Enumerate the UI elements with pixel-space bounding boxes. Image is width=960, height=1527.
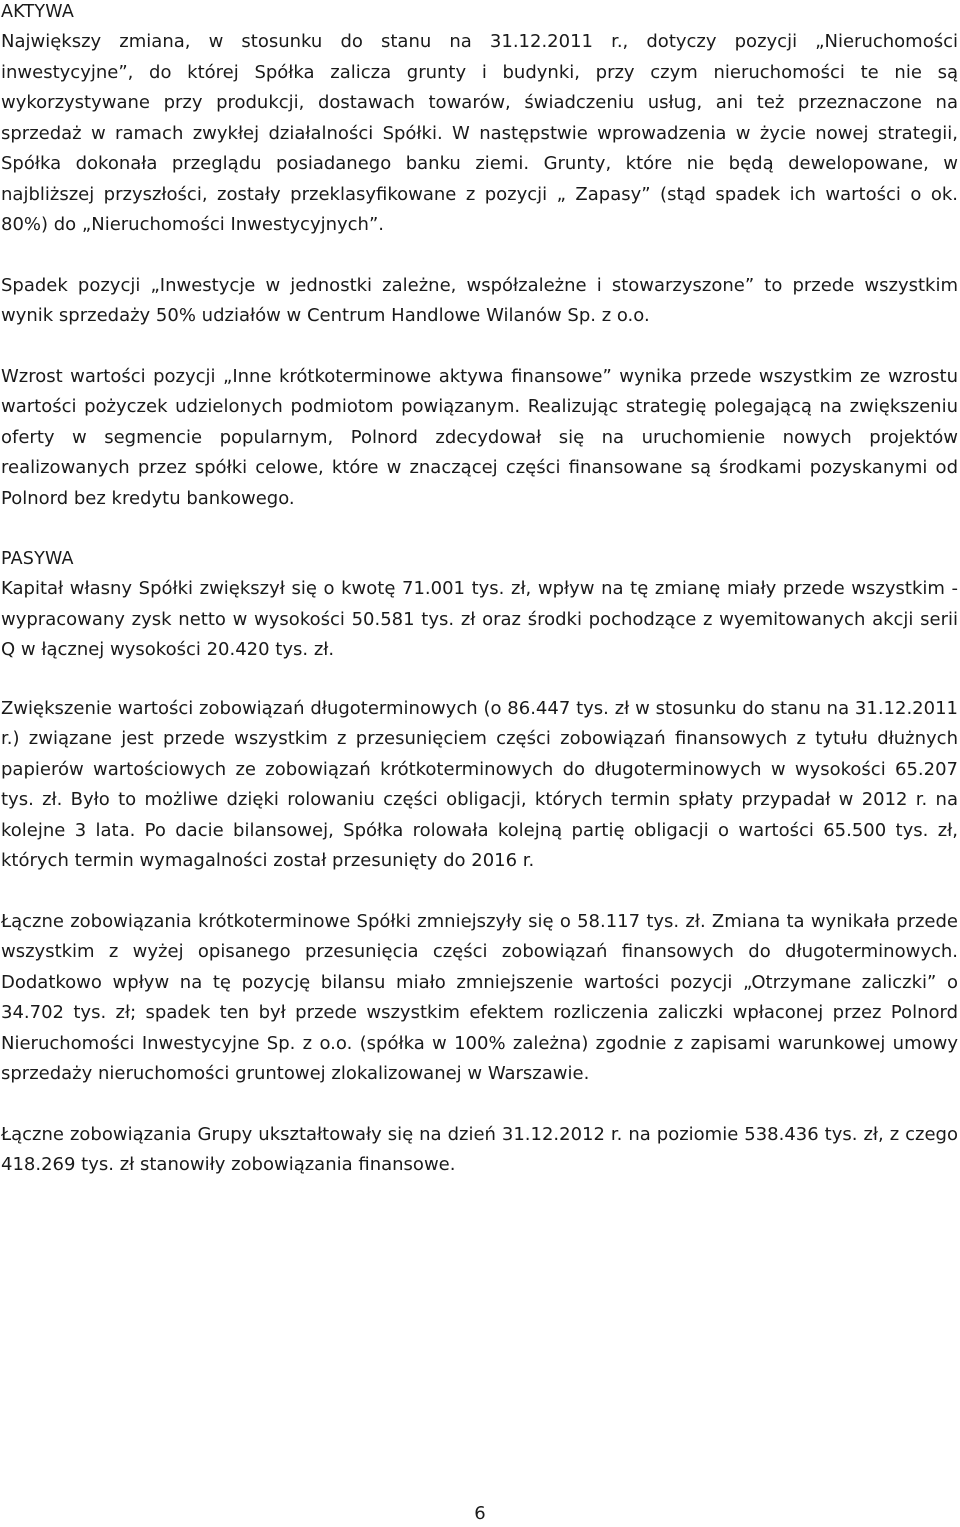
paragraph-nieruchomosci-inwestycyjne: Największy zmiana, w stosunku do stanu na 31.12.2011 r., dotyczy pozycji „Nieruchomości inwestycyjne”, do której Spółka zalicza grunty i budynki, przy czym nieruchomości te nie są wykorzystywane przy produkcji, dostawach towarów, świadczeniu usług, ani też przeznaczone na sprzedaż w ramach zwykłej działalności Spółki. W następstwie wprowadzenia w życie nowej strategii, Spółka dokonała przeglądu posiadanego banku ziemi. Grunty, które nie będą dewelopowane, w najbliższej przyszłości, zostały przeklasyfikowane z pozycji „ Zapasy” (stąd spadek ich wartości o ok. 80%) do „Nieruchomości Inwestycyjnych”. <box>1 31 958 235</box>
section-heading-pasywa: PASYWA <box>1 549 74 569</box>
paragraph-zobowiazania-krotkoterminowe: Łączne zobowiązania krótkoterminowe Spółki zmniejszyły się o 58.117 tys. zł. Zmiana ta wynikała przede wszystkim z wyżej opisanego przesunięcia części zobowiązań finansowych do długoterminowych. Dodatkowo wpływ na tę pozycję bilansu miało zmniejszenie wartości pozycji „Otrzymane zaliczki” o 34.702 tys. zł; spadek ten był przede wszystkim efektem rozliczenia zaliczki wpłaconej przez Polnord Nieruchomości Inwestycyjne Sp. z o.o. (spółka w 100% zależna) zgodnie z zapisami warunkowej umowy sprzedaży nieruchomości gruntowej zlokalizowanej w Warszawie. <box>1 910 958 1084</box>
paragraph-inwestycje-w-jednostki: Spadek pozycji „Inwestycje w jednostki zależne, współzależne i stowarzyszone” to przede wszystkim wynik sprzedaży 50% udziałów w Centrum Handlowe Wilanów Sp. z o.o. <box>1 274 958 326</box>
section-heading-aktywa: AKTYWA <box>1 2 74 22</box>
paragraph-zobowiazania-grupy: Łączne zobowiązania Grupy ukształtowały się na dzień 31.12.2012 r. na poziomie 538.436 tys. zł, z czego 418.269 tys. zł stanowiły zobowiązania finansowe. <box>1 1123 958 1175</box>
page-number: 6 <box>474 1503 486 1524</box>
paragraph-zobowiazania-dlugoterminowe: Zwiększenie wartości zobowiązań długoterminowych (o 86.447 tys. zł w stosunku do stanu na 31.12.2011 r.) związane jest przede wszystkim z przesunięciem części zobowiązań finansowych z tytułu dłużnych papierów wartościowych ze zobowiązań krótkoterminowych do długoterminowych w wysokości 65.207 tys. zł. Było to możliwe dzięki rolowaniu części obligacji, których termin spłaty przypadał w 2012 r. na kolejne 3 lata. Po dacie bilansowej, Spółka rolowała kolejną partię obligacji o wartości 65.500 tys. zł, których termin wymagalności został przesunięty do 2016 r. <box>1 697 958 871</box>
paragraph-inne-aktywa-finansowe: Wzrost wartości pozycji „Inne krótkoterminowe aktywa finansowe” wynika przede wszystkim ze wzrostu wartości pożyczek udzielonych podmiotom powiązanym. Realizując strategię polegającą na zwiększeniu oferty w segmencie popularnym, Polnord zdecydował się na uruchomienie nowych projektów realizowanych przez spółki celowe, które w znaczącej części finansowane są środkami pozyskanymi od Polnord bez kredytu bankowego. <box>1 365 958 509</box>
paragraph-kapital-wlasny: Kapitał własny Spółki zwiększył się o kwotę 71.001 tys. zł, wpływ na tę zmianę miały przede wszystkim - wypracowany zysk netto w wysokości 50.581 tys. zł oraz środki pochodzące z wyemitowanych akcji serii Q w łącznej wysokości 20.420 tys. zł. <box>1 578 958 660</box>
